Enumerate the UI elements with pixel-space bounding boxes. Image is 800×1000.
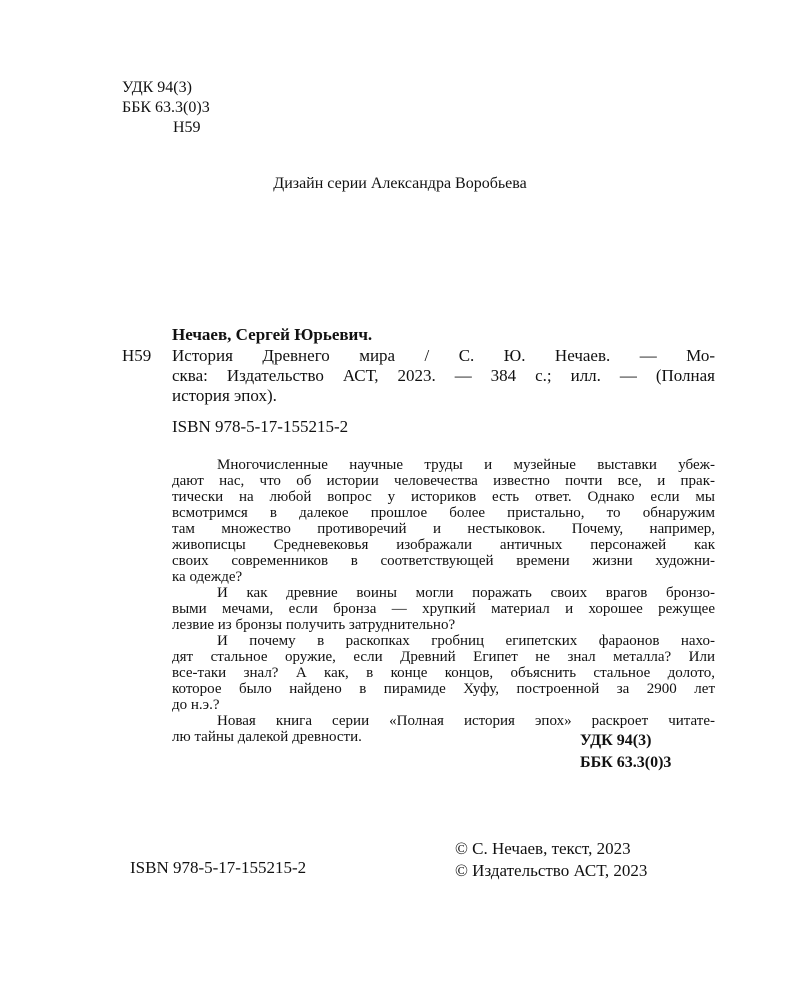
catalog-author-mark: Н59 (122, 346, 152, 365)
series-design-credit: Дизайн серии Александра Воробьева (273, 175, 527, 192)
annotation-line: до н.э.? (172, 697, 220, 713)
annotation-line: лю тайны далекой древности. (172, 729, 362, 745)
annotation-line: Новая книга серии «Полная история эпох» раскроет читате- (217, 713, 715, 729)
annotation-line: там множество противоречий и нестыковок. Почему, например, (172, 521, 715, 537)
copyright-line: © Издательство АСТ, 2023 (455, 861, 648, 880)
classification-block (122, 78, 210, 138)
bbk-code: ББК 63.3(0)3 (122, 99, 210, 116)
annotation (172, 457, 715, 745)
biblio-line: сква: Издательство АСТ, 2023. — 384 с.; илл. — (Полная (172, 366, 715, 385)
bibliographic-description (172, 346, 715, 406)
udk-bbk-block (580, 730, 671, 774)
annotation-line: выми мечами, если бронза — хрупкий материал и хорошее режущее (172, 601, 715, 617)
udk-code: УДК 94(3) (122, 79, 192, 96)
annotation-line: все-таки знал? А как, в конце концов, объяснить стальное долото, (172, 665, 715, 681)
udk-code-bold: УДК 94(3) (580, 732, 652, 749)
annotation-line: которое было найдено в пирамиде Хуфу, построенной за 2900 лет (172, 681, 715, 697)
isbn-bottom: ISBN 978-5-17-155215-2 (130, 858, 307, 877)
annotation-line: живописцы Средневековья изображали античных персонажей как (172, 537, 715, 553)
annotation-line: лезвие из бронзы получить затруднительно? (172, 617, 456, 633)
author-mark-code: Н59 (173, 119, 201, 136)
catalog-isbn: ISBN 978-5-17-155215-2 (172, 417, 349, 436)
annotation-line: И как древние воины могли поражать своих врагов бронзо- (217, 585, 715, 601)
annotation-line: Многочисленные научные труды и музейные выставки убеж- (217, 457, 715, 473)
copyright-line: © С. Нечаев, текст, 2023 (455, 839, 631, 858)
annotation-line: дят стальное оружие, если Древний Египет не знал металла? Или (172, 649, 715, 665)
biblio-line: История Древнего мира / С. Ю. Нечаев. — Мо- (172, 346, 715, 365)
annotation-line: своих современников в соответствующей времени жизни художни- (172, 553, 715, 569)
annotation-line: И почему в раскопках гробниц египетских фараонов нахо- (217, 633, 715, 649)
catalog-author: Нечаев, Сергей Юрьевич. (172, 325, 373, 344)
bbk-code-bold: ББК 63.3(0)3 (580, 754, 672, 771)
biblio-line: история эпох). (172, 386, 277, 405)
annotation-line: тически на любой вопрос у историков есть ответ. Однако если мы (172, 489, 715, 505)
annotation-line: всмотримся в далекое прошлое более пристально, то обнаружим (172, 505, 715, 521)
annotation-line: ка одежде? (172, 569, 243, 585)
copyright-block (455, 838, 647, 882)
annotation-line: дают нас, что об истории человечества известно почти все, и прак- (172, 473, 715, 489)
